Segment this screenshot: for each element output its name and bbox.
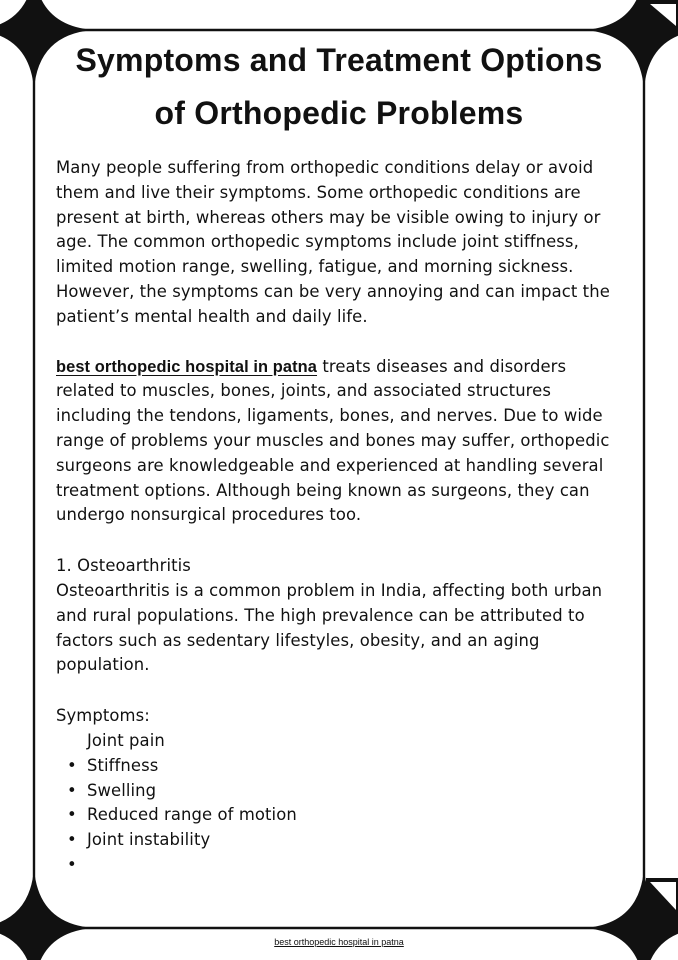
list-item: • Swelling — [56, 779, 622, 804]
document-body — [56, 156, 622, 878]
bullet-icon: • — [67, 780, 77, 800]
intro-paragraph: Many people suffering from orthopedic conditions delay or avoid them and live their symptoms. Some orthopedic conditions are present at birth, whereas others may be visible owing to injury or age. The common orthopedic symptoms include joint stiffness, limited motion range, swelling, fatigue, and morning sickness. However, the symptoms can be very annoying and can impact the patient’s mental health and daily life. — [56, 158, 610, 326]
list-item: • Stiffness — [56, 754, 622, 779]
hospital-link[interactable]: best orthopedic hospital in patna — [56, 357, 318, 376]
page-title — [34, 34, 644, 140]
title-line-1: Symptoms and Treatment Options — [75, 42, 603, 78]
symptoms-list — [56, 729, 622, 878]
list-item: • Joint instability — [56, 828, 622, 853]
bullet-icon: • — [67, 805, 77, 825]
bullet-icon: • — [67, 755, 77, 775]
bullet-icon: • — [67, 830, 77, 850]
osteo-heading: 1. Osteoarthritis — [56, 556, 191, 576]
list-item: • Reduced range of motion — [56, 803, 622, 828]
title-line-2: of Orthopedic Problems — [154, 95, 524, 131]
bullet-icon: • — [67, 854, 77, 874]
symptoms-label: Symptoms: — [56, 706, 150, 726]
footer-link[interactable]: best orthopedic hospital in patna — [274, 937, 404, 947]
hospital-paragraph — [56, 355, 622, 529]
list-item: Joint pain — [87, 730, 165, 750]
hospital-paragraph-text: treats diseases and disorders related to muscles, bones, joints, and associated structures including the tendons, ligaments, bones, and nerves. Due to wide range of problems your muscles and bones may suffer, orthopedic surgeons are knowledgeable and experienced at handling several treatment options. Although being known as surgeons, they can undergo nonsurgical procedures too. — [56, 356, 610, 525]
osteo-paragraph: Osteoarthritis is a common problem in India, affecting both urban and rural populations. The high prevalence can be attributed to factors such as sedentary lifestyles, obesity, and an aging population. — [56, 580, 603, 675]
list-item — [56, 853, 622, 878]
